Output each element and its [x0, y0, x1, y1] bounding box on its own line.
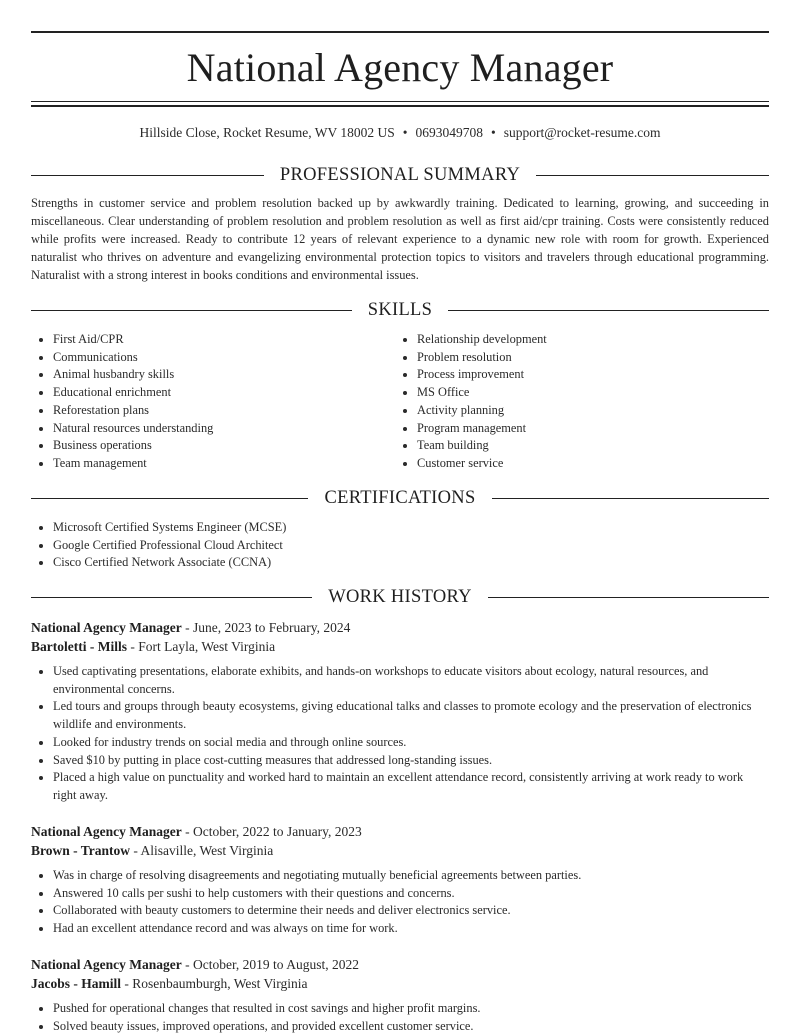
- job-dates: - October, 2022 to January, 2023: [181, 824, 362, 839]
- heading-rule: [31, 175, 264, 176]
- job-dates: - June, 2023 to February, 2024: [181, 620, 351, 635]
- job-entry: [31, 955, 769, 1035]
- heading-rule: [31, 597, 312, 598]
- job-bullets: [31, 867, 769, 938]
- title-rule-thin: [31, 101, 769, 102]
- skill-item: • Animal husbandry skills: [53, 366, 393, 384]
- title-rule-thick: [31, 105, 769, 107]
- skill-item: • Process improvement: [417, 366, 777, 384]
- skill-item: • Team management: [53, 455, 393, 473]
- section-heading-summary: [31, 163, 769, 187]
- skills-list-right: [395, 331, 777, 473]
- job-bullet: • Was in charge of resolving disagreements and negotiating mutually beneficial agreements between parties.: [53, 867, 769, 885]
- heading-rule: [488, 597, 769, 598]
- contact-separator: •: [490, 125, 496, 140]
- skill-item: • Activity planning: [417, 402, 777, 420]
- job-bullet: • Placed a high value on punctuality and worked hard to maintain an excellent attendance record, consistently arriving at work ready to work right away.: [53, 769, 769, 804]
- job-location: - Alisaville, West Virginia: [130, 843, 274, 858]
- certification-item: • Google Certified Professional Cloud Architect: [53, 537, 791, 555]
- heading-rule: [31, 498, 308, 499]
- job-company-line: [31, 637, 769, 656]
- contact-line: [31, 123, 769, 143]
- job-location: - Rosenbaumburgh, West Virginia: [121, 976, 308, 991]
- heading-rule: [31, 310, 352, 311]
- job-bullets: [31, 1000, 769, 1035]
- job-bullet: • Collaborated with beauty customers to determine their needs and deliver electronics service.: [53, 902, 769, 920]
- heading-rule: [492, 498, 769, 499]
- skill-item: • Educational enrichment: [53, 384, 393, 402]
- heading-rule: [448, 310, 769, 311]
- job-entry: [31, 822, 769, 938]
- skill-item: • MS Office: [417, 384, 777, 402]
- skills-list-left: [31, 331, 393, 473]
- job-dates: - October, 2019 to August, 2022: [181, 957, 359, 972]
- job-bullet: • Had an excellent attendance record and was always on time for work.: [53, 920, 769, 938]
- job-title: National Agency Manager: [31, 824, 182, 839]
- certifications-list: [31, 519, 791, 572]
- job-bullet: • Used captivating presentations, elaborate exhibits, and hands-on workshops to educate visitors about ecology, natural resources, and environmental concerns.: [53, 663, 769, 698]
- skill-item: • Business operations: [53, 437, 393, 455]
- section-title: SKILLS: [367, 299, 433, 320]
- skill-item: • Natural resources understanding: [53, 420, 393, 438]
- top-rule: [31, 31, 769, 33]
- job-title-line: [31, 822, 769, 841]
- skill-item: • Customer service: [417, 455, 777, 473]
- job-company: Brown - Trantow: [31, 843, 131, 858]
- job-title: National Agency Manager: [31, 957, 182, 972]
- contact-separator: •: [402, 125, 408, 140]
- job-title: National Agency Manager: [31, 620, 182, 635]
- skill-item: • Communications: [53, 349, 393, 367]
- skill-item: • Program management: [417, 420, 777, 438]
- job-entry: [31, 618, 769, 805]
- job-bullet: • Solved beauty issues, improved operations, and provided excellent customer service.: [53, 1018, 769, 1035]
- job-company: Bartoletti - Mills: [31, 639, 127, 654]
- contact-phone: 0693049708: [415, 125, 483, 140]
- skill-item: • First Aid/CPR: [53, 331, 393, 349]
- skill-item: • Problem resolution: [417, 349, 777, 367]
- job-bullets: [31, 663, 769, 805]
- job-bullet: • Pushed for operational changes that resulted in cost savings and higher profit margins.: [53, 1000, 769, 1018]
- job-bullet: • Answered 10 calls per sushi to help customers with their questions and concerns.: [53, 885, 769, 903]
- certification-item: • Microsoft Certified Systems Engineer (MCSE): [53, 519, 791, 537]
- contact-email[interactable]: support@rocket-resume.com: [503, 125, 661, 140]
- section-heading-work-history: [31, 585, 769, 609]
- job-title-line: [31, 618, 769, 637]
- section-heading-certifications: [31, 486, 769, 510]
- skill-item: • Relationship development: [417, 331, 777, 349]
- section-heading-skills: [31, 298, 769, 322]
- job-bullet: • Saved $10 by putting in place cost-cutting measures that addressed long-standing issues.: [53, 752, 769, 770]
- job-location: - Fort Layla, West Virginia: [126, 639, 276, 654]
- job-bullet: • Looked for industry trends on social media and through online sources.: [53, 734, 769, 752]
- job-title-line: [31, 955, 769, 974]
- summary-text: Strengths in customer service and problem resolution backed up by awkwardly training. Dedicated to learning, growing, and succeeding in miscellaneous. Clear understanding of problem resolution and problem resolution as well as first aid/cpr training. Costs were consistently reduced while profits were increased. Ready to contribute 12 years of relevant experience to a dynamic new role with room for growth. Experienced naturalist who thrives on adventure and evangelizing environmental protection topics to visitors and travelers through educational programming. Naturalist with a strong interest in books conditions and environmental issues.: [31, 196, 769, 282]
- skill-item: • Team building: [417, 437, 777, 455]
- job-company: Jacobs - Hamill: [31, 976, 121, 991]
- heading-rule: [536, 175, 769, 176]
- section-title: PROFESSIONAL SUMMARY: [279, 164, 521, 185]
- certification-item: • Cisco Certified Network Associate (CCNA): [53, 554, 791, 572]
- section-title: CERTIFICATIONS: [324, 487, 476, 508]
- job-company-line: [31, 841, 769, 860]
- skill-item: • Reforestation plans: [53, 402, 393, 420]
- page-title: National Agency Manager: [186, 45, 614, 90]
- section-title: WORK HISTORY: [328, 586, 472, 607]
- job-bullet: • Led tours and groups through beauty ecosystems, giving educational talks and classes to promote ecology and the preservation of electronics wildlife and environments.: [53, 698, 769, 733]
- contact-address: Hillside Close, Rocket Resume, WV 18002 US: [139, 125, 395, 140]
- job-company-line: [31, 974, 769, 993]
